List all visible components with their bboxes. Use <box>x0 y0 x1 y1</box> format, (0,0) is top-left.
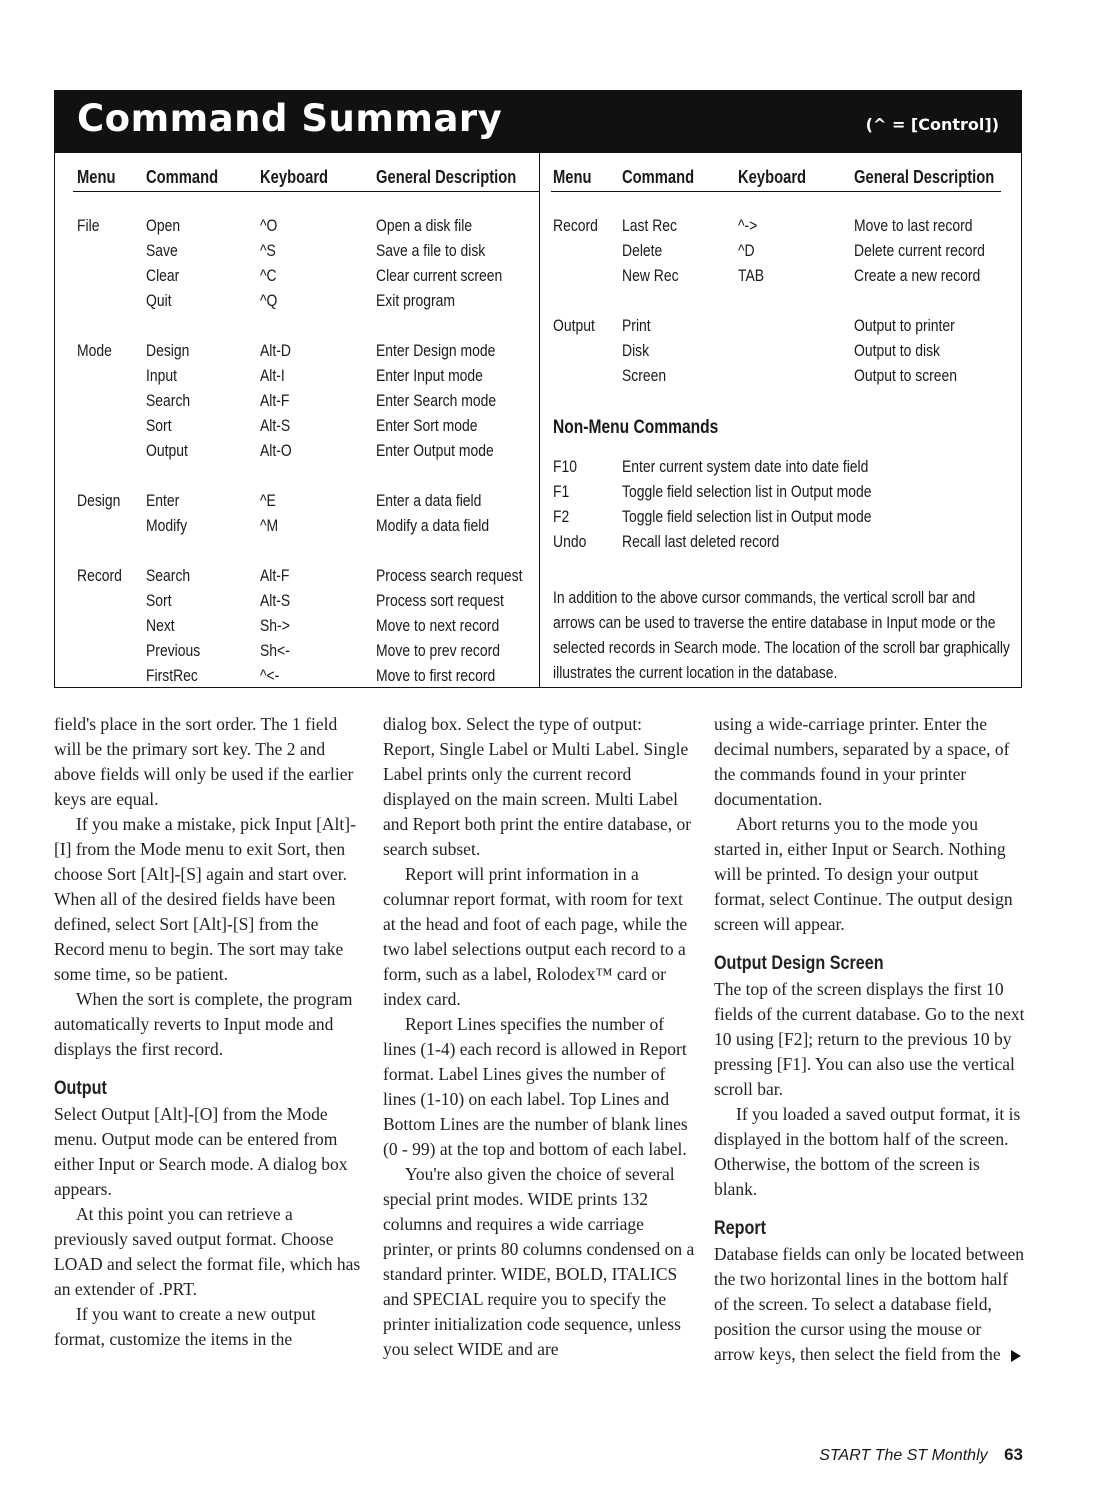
non-menu-key: F10 <box>553 457 578 476</box>
right-header-keyboard: Keyboard <box>738 167 807 187</box>
keyboard-shortcut: Alt-D <box>260 341 291 360</box>
left-command-column <box>146 213 200 688</box>
scroll-bar-note: In addition to the above cursor commands, the vertical scroll bar and arrows can be used to traverse the entire database in Input mode or the selected records in Search mode. The location of the scroll bar graphically illustrates the current location in the database. <box>553 588 1010 682</box>
command-name: Search <box>146 391 191 410</box>
paragraph: The top of the screen displays the first 10 fields of the current database. Go to the next 10 using [F2]; return to the previous 10 by pressing [F1]. You can also use the vertical scroll bar. <box>714 979 1025 1099</box>
keyboard-shortcut: Alt-I <box>260 366 285 385</box>
command-description: Enter Search mode <box>376 391 497 410</box>
non-menu-descriptions <box>622 454 872 554</box>
command-name: Search <box>146 566 191 585</box>
command-name: Last Rec <box>622 216 678 235</box>
keyboard-shortcut: ^Q <box>260 291 278 310</box>
paragraph: If you make a mistake, pick Input [Alt]-[I] from the Mode menu to exit Sort, then choose Sort [Alt]-[S] again and start over. When all of the desired fields have been defined, select Sort [Alt]-[S] from the Record menu to begin. The sort may take some time, so be patient. <box>54 814 356 984</box>
control-key-note: (^ = [Control]) <box>865 115 999 134</box>
command-name: Design <box>146 341 190 360</box>
non-menu-key: Undo <box>553 532 587 551</box>
keyboard-shortcut: TAB <box>738 266 765 285</box>
keyboard-shortcut: ^-> <box>738 216 758 235</box>
page-footer <box>819 1445 1023 1465</box>
command-description: Output to disk <box>854 341 941 360</box>
page-number: 63 <box>1004 1445 1023 1464</box>
section-heading-output-design-screen: Output Design Screen <box>714 953 884 974</box>
command-description: Delete current record <box>854 241 985 260</box>
menu-record-right: Record <box>553 216 598 235</box>
command-name: Quit <box>146 291 172 310</box>
command-description: Output to printer <box>854 316 955 335</box>
menu-output: Output <box>553 316 595 335</box>
keyboard-shortcut: ^D <box>738 241 755 260</box>
command-description: Clear current screen <box>376 266 503 285</box>
right-header-description: General Description <box>854 167 995 187</box>
keyboard-shortcut: ^E <box>260 491 276 510</box>
command-name: Previous <box>146 641 201 660</box>
command-description: Modify a data field <box>376 516 490 535</box>
left-header-description: General Description <box>376 167 517 187</box>
command-name: Output <box>146 441 188 460</box>
right-header-command: Command <box>622 167 695 187</box>
command-summary-box <box>54 90 1022 688</box>
command-name: Save <box>146 241 178 260</box>
command-description: Move to first record <box>376 666 496 685</box>
paragraph <box>714 1242 1026 1367</box>
command-description: Output to screen <box>854 366 958 385</box>
command-description: Process search request <box>376 566 523 585</box>
magazine-name: START The ST Monthly <box>819 1447 988 1464</box>
keyboard-shortcut: Alt-S <box>260 416 291 435</box>
command-name: FirstRec <box>146 666 198 685</box>
command-name: Sort <box>146 591 172 610</box>
left-menu-column <box>77 213 122 588</box>
paragraph: If you loaded a saved output format, it is displayed in the bottom half of the screen. Otherwise, the bottom of the screen is blank. <box>714 1104 1021 1199</box>
command-description: Enter Sort mode <box>376 416 478 435</box>
keyboard-shortcut: Sh<- <box>260 641 290 660</box>
keyboard-shortcut: ^O <box>260 216 278 235</box>
right-menu-column <box>553 213 598 338</box>
command-name: Disk <box>622 341 650 360</box>
box-header <box>55 91 1021 153</box>
command-name: New Rec <box>622 266 679 285</box>
paragraph: Report will print information in a columnar report format, with room for text at the head and foot of each page, while the two label selections output each record to a form, such as a label, Rolodex™ card or index card. <box>383 864 688 1009</box>
paragraph: dialog box. Select the type of output: Report, Single Label or Multi Label. Single Label prints only the current record displayed on the main screen. Multi Label and Report both print the entire database, or search subset. <box>383 714 692 859</box>
command-name: Delete <box>622 241 663 260</box>
left-description-column <box>376 213 522 688</box>
paragraph: Report Lines specifies the number of lines (1-4) each record is allowed in Report format. Label Lines gives the number of lines (1-10) on each label. Top Lines and Bottom Lines are the number of blank lines (0 - 99) at the top and bottom of each label. <box>383 1014 688 1159</box>
non-menu-key: F2 <box>553 507 570 526</box>
paragraph: field's place in the sort order. The 1 field will be the primary sort key. The 2 and above fields will only be used if the earlier keys are equal. <box>54 714 354 809</box>
command-name: Input <box>146 366 178 385</box>
continued-arrow-icon <box>1011 1350 1021 1362</box>
command-description: Open a disk file <box>376 216 473 235</box>
paragraph: Abort returns you to the mode you started in, either Input or Search. Nothing will be printed. To design your output format, select Continue. The output design screen will appear. <box>714 814 1013 934</box>
command-name: Next <box>146 616 175 635</box>
keyboard-shortcut: ^C <box>260 266 277 285</box>
command-description: Move to prev record <box>376 641 500 660</box>
left-header-keyboard: Keyboard <box>260 167 329 187</box>
table-divider <box>539 153 540 687</box>
command-description: Enter Output mode <box>376 441 494 460</box>
command-description: Enter Design mode <box>376 341 496 360</box>
command-name: Print <box>622 316 651 335</box>
non-menu-key: F1 <box>553 482 570 501</box>
menu-design: Design <box>77 491 121 510</box>
left-header-rule <box>73 191 539 192</box>
keyboard-shortcut: ^<- <box>260 666 280 685</box>
section-heading-report: Report <box>714 1218 767 1239</box>
keyboard-shortcut: Alt-F <box>260 566 290 585</box>
keyboard-shortcut: Alt-F <box>260 391 290 410</box>
command-description: Save a file to disk <box>376 241 486 260</box>
text-column-3 <box>714 712 1026 1367</box>
paragraph: At this point you can retrieve a previously saved output format. Choose LOAD and select the format file, which has an extender of .PRT. <box>54 1204 361 1299</box>
right-command-column <box>622 213 679 388</box>
paragraph: When the sort is complete, the program automatically reverts to Input mode and displays the first record. <box>54 989 353 1059</box>
text-column-1 <box>54 712 366 1352</box>
non-menu-title: Non-Menu Commands <box>553 417 719 438</box>
menu-mode: Mode <box>77 341 112 360</box>
command-description: Create a new record <box>854 266 981 285</box>
keyboard-shortcut: ^S <box>260 241 276 260</box>
keyboard-shortcut: ^M <box>260 516 279 535</box>
command-name: Screen <box>622 366 667 385</box>
command-description: Enter a data field <box>376 491 482 510</box>
non-menu-description: Enter current system date into date field <box>622 457 869 476</box>
paragraph: If you want to create a new output format, customize the items in the <box>54 1304 316 1349</box>
section-heading-output: Output <box>54 1078 107 1099</box>
non-menu-description: Toggle field selection list in Output mode <box>622 482 872 501</box>
command-description: Exit program <box>376 291 456 310</box>
paragraph: Select Output [Alt]-[O] from the Mode menu. Output mode can be entered from either Input or Search mode. A dialog box appears. <box>54 1104 348 1199</box>
right-description-column <box>854 213 985 388</box>
command-name: Sort <box>146 416 172 435</box>
text-column-2 <box>383 712 695 1362</box>
menu-record: Record <box>77 566 122 585</box>
left-header-command: Command <box>146 167 219 187</box>
paragraph-text: Database fields can only be located between the two horizontal lines in the bottom half of the screen. To select a database field, position the cursor using the mouse or arrow keys, then select the field from the <box>714 1244 1025 1364</box>
command-name: Modify <box>146 516 188 535</box>
non-menu-description: Toggle field selection list in Output mode <box>622 507 872 526</box>
non-menu-keys <box>553 454 586 554</box>
paragraph: using a wide-carriage printer. Enter the decimal numbers, separated by a space, of the commands found in your printer documentation. <box>714 714 1010 809</box>
non-menu-description: Recall last deleted record <box>622 532 780 551</box>
left-keyboard-column <box>260 213 292 688</box>
box-title: Command Summary <box>77 97 503 140</box>
command-name: Open <box>146 216 181 235</box>
right-header-rule <box>551 191 1001 192</box>
menu-file: File <box>77 216 100 235</box>
right-keyboard-column <box>738 213 764 288</box>
command-description: Move to next record <box>376 616 500 635</box>
command-description: Move to last record <box>854 216 973 235</box>
command-description: Process sort request <box>376 591 504 610</box>
paragraph: You're also given the choice of several special print modes. WIDE prints 132 columns and requires a wide carriage printer, or prints 80 columns condensed on a standard printer. WIDE, BOLD, ITALICS and SPECIAL require you to specify the printer initialization code sequence, unless you select WIDE and are <box>383 1164 695 1359</box>
command-name: Enter <box>146 491 180 510</box>
left-header-menu: Menu <box>77 167 116 187</box>
command-description: Enter Input mode <box>376 366 483 385</box>
keyboard-shortcut: Sh-> <box>260 616 290 635</box>
command-name: Clear <box>146 266 180 285</box>
keyboard-shortcut: Alt-O <box>260 441 292 460</box>
right-header-menu: Menu <box>553 167 592 187</box>
keyboard-shortcut: Alt-S <box>260 591 291 610</box>
